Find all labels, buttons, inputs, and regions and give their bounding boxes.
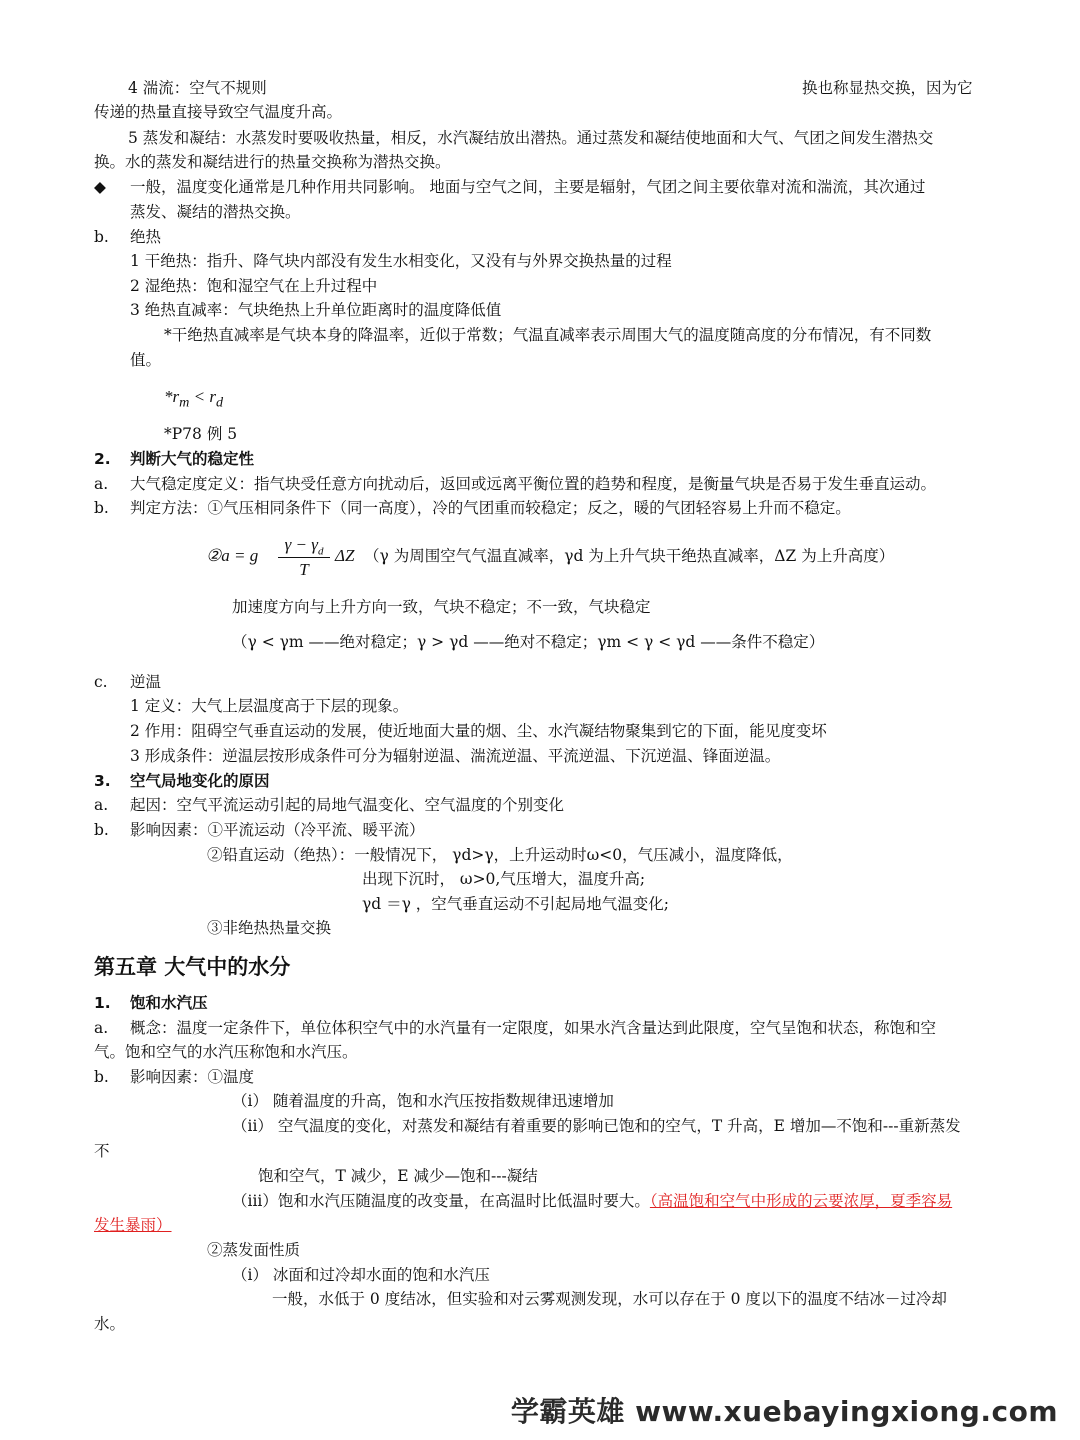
text-line: 起因：空气平流运动引起的局地气温变化、空气温度的个别变化 [130, 796, 565, 814]
diamond-bullet-icon: ◆ [94, 178, 106, 196]
chapter-title: 第五章 大气中的水分 [94, 955, 291, 979]
formula-rm-rd [164, 387, 223, 412]
subscript: d [317, 545, 324, 558]
text-span: （iii）饱和水汽压随温度的改变量，在高温时比低温时要大。 [232, 1192, 650, 1210]
section-heading: 判断大气的稳定性 [130, 450, 255, 468]
text-line: 4 湍流：空气不规则 [128, 79, 267, 97]
subscript: d [215, 394, 224, 411]
red-annotation: 发生暴雨） [94, 1216, 172, 1234]
section-number: 2. [94, 450, 111, 468]
list-marker: a. [94, 475, 109, 493]
list-marker: b. [94, 228, 109, 246]
fraction-denominator: T [299, 560, 309, 579]
list-marker: b. [94, 1068, 109, 1086]
list-marker: a. [94, 796, 109, 814]
list-marker: b. [94, 821, 109, 839]
section-number: 3. [94, 772, 111, 790]
text-line: *干绝热直减率是气块本身的降温率，近似于常数；气温直减率表示周围大气的温度随高度的分布情况，有不同数 [164, 326, 932, 344]
text-line: ②蒸发面性质 [207, 1241, 301, 1259]
text-line [232, 1191, 952, 1211]
section-heading: 饱和水汽压 [130, 994, 208, 1012]
text-line: 值。 [130, 351, 162, 369]
text-line: 影响因素：①平流运动（冷平流、暖平流） [130, 821, 425, 839]
text-line: 2 作用：阻碍空气垂直运动的发展，使近地面大量的烟、尘、水汽凝结物聚集到它的下面，能见度变坏 [130, 722, 827, 740]
text-line: ②铅直运动（绝热）：一般情况下， γd>γ，上升运动时ω<0，气压减小，温度降低， [207, 846, 793, 864]
list-marker: c. [94, 673, 108, 691]
text-line: 大气稳定度定义：指气块受任意方向扰动后，返回或远离平衡位置的趋势和程度，是衡量气块是否易于发生垂直运动。 [130, 475, 937, 493]
text-line: 绝热 [130, 228, 162, 246]
watermark: 学霸英雄 www.xuebayingxiong.com [510, 1395, 1058, 1428]
text-line: 5 蒸发和凝结：水蒸发时要吸收热量，相反，水汽凝结放出潜热。通过蒸发和凝结使地面和大气、气团之间发生潜热交 [128, 129, 934, 147]
text-line: 逆温 [130, 673, 162, 691]
formula-part: ΔZ [335, 546, 355, 565]
subscript: m [179, 394, 190, 411]
text-line: ③非绝热热量交换 [207, 919, 332, 937]
text-line: 一般，温度变化通常是几种作用共同影响。 地面与空气之间，主要是辐射，气团之间主要依靠对流和湍流，其次通过 [130, 178, 926, 196]
formula-part: *r [164, 387, 180, 406]
text-line: （γ < γm ——绝对稳定；γ > γd ——绝对不稳定；γm < γ < γd ——条件不稳定） [232, 633, 825, 651]
text-line: 换也称显热交换，因为它 [802, 79, 973, 97]
formula-note: （γ 为周围空气气温直减率，γd 为上升气块干绝热直减率，ΔZ 为上升高度） [364, 547, 895, 565]
formula-part: < r [189, 387, 216, 406]
section-heading: 空气局地变化的原因 [130, 772, 270, 790]
list-marker: a. [94, 1019, 109, 1037]
text-line: 影响因素：①温度 [130, 1068, 255, 1086]
text-line: 传递的热量直接导致空气温度升高。 [94, 103, 343, 121]
text-line: （i） 随着温度的升高，饱和水汽压按指数规律迅速增加 [232, 1092, 614, 1110]
text-line: 一般，水低于 0 度结冰，但实验和对云雾观测发现，水可以存在于 0 度以下的温度不结冰－过冷却 [272, 1290, 947, 1308]
text-line: 1 定义：大气上层温度高于下层的现象。 [130, 697, 409, 715]
formula-part: γ − γ [284, 535, 318, 554]
fraction-numerator [276, 535, 332, 557]
text-line: 出现下沉时， ω>0,气压增大，温度升高; [362, 870, 646, 888]
text-line: （i） 冰面和过冷却水面的饱和水汽压 [232, 1266, 490, 1284]
text-line: 不 [94, 1142, 110, 1160]
text-line: 3 绝热直减率：气块绝热上升单位距离时的温度降低值 [130, 301, 502, 319]
text-line: 饱和空气，T 减少，E 减少—饱和---凝结 [258, 1167, 538, 1185]
fraction-bar [278, 557, 330, 558]
list-marker: b. [94, 499, 109, 517]
text-line: 换。水的蒸发和凝结进行的热量交换称为潜热交换。 [94, 153, 451, 171]
section-number: 1. [94, 994, 111, 1012]
text-line: 概念：温度一定条件下，单位体积空气中的水汽量有一定限度，如果水汽含量达到此限度，空气呈饱和状态，称饱和空 [130, 1019, 937, 1037]
text-line: 3 形成条件：逆温层按形成条件可分为辐射逆温、湍流逆温、平流逆温、下沉逆温、锋面逆温。 [130, 747, 781, 765]
text-line: （ii） 空气温度的变化，对蒸发和凝结有着重要的影响已饱和的空气，T 升高，E 增加—不饱和---重新蒸发 [232, 1117, 961, 1135]
text-line: *P78 例 5 [164, 425, 238, 443]
text-line: 判定方法：①气压相同条件下（同一高度），冷的气团重而较稳定；反之，暖的气团轻容易上升而不稳定。 [130, 499, 851, 517]
text-line: 蒸发、凝结的潜热交换。 [130, 203, 301, 221]
formula-lead: ②a = g [206, 546, 259, 565]
text-line: γd ＝γ ，空气垂直运动不引起局地气温变化; [362, 895, 670, 913]
text-line: 加速度方向与上升方向一致，气块不稳定；不一致，气块稳定 [232, 598, 651, 616]
text-line: 2 湿绝热：饱和湿空气在上升过程中 [130, 277, 378, 295]
text-line: 水。 [94, 1315, 126, 1333]
text-line: 气。饱和空气的水汽压称饱和水汽压。 [94, 1043, 358, 1061]
red-annotation: （高温饱和空气中形成的云要浓厚，夏季容易 [649, 1192, 953, 1210]
text-line: 1 干绝热：指升、降气块内部没有发生水相变化，又没有与外界交换热量的过程 [130, 252, 672, 270]
